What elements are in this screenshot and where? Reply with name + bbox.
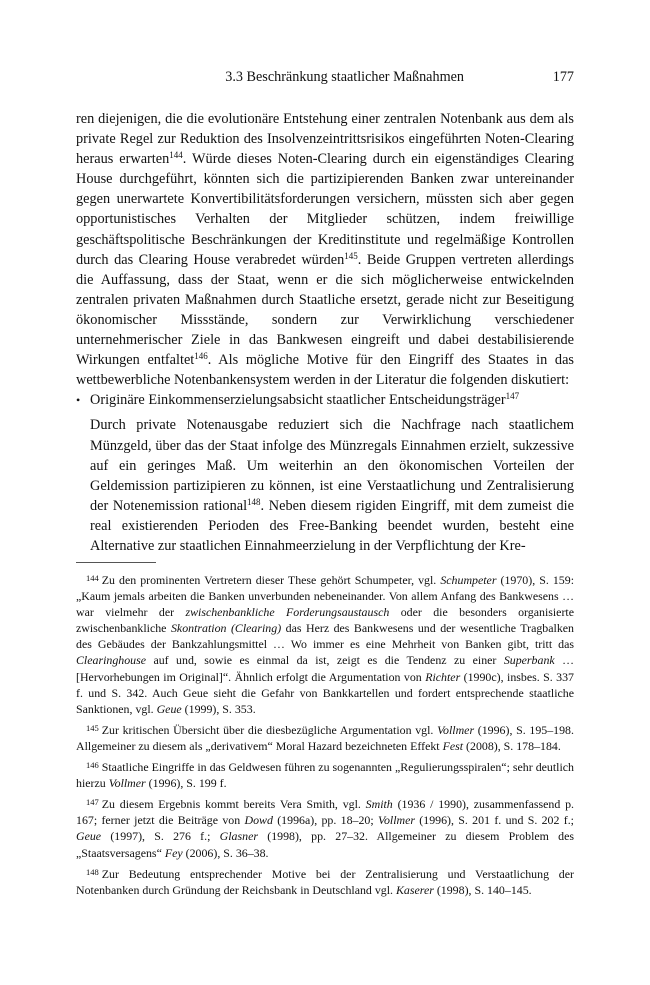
text-run: . Neben diesem rigiden Eingriff, mit dem zumeist die real existierenden Perioden des Free-Banking beendet wurden, besteht eine Alternative zur staatlichen Einnahmeerzielung in der Verpflichtung der Kre- [90, 497, 574, 554]
author-name: Vollmer [437, 722, 475, 737]
footnote-146 [76, 759, 574, 791]
text-run: Zur Bedeutung entsprechender Motive bei der Zentralisierung und Verstaatlichung der Notenbanken durch Gründung der Reichsbank in Deutschland vgl. [76, 866, 574, 897]
body-paragraph [76, 109, 574, 390]
footnote-144 [76, 572, 574, 717]
text-run: . Als mögliche Motive für den Eingriff des Staates in das wettbewerbliche Notenbankensystem werden in der Literatur die folgenden diskutiert: [76, 352, 574, 389]
text-run: oder die besonders organisierte zwischenbankliche [76, 605, 574, 636]
footnote-145 [76, 722, 574, 754]
footnote-148 [76, 866, 574, 898]
footnote-ref-148[interactable]: 148 [247, 496, 261, 507]
text-run: (2008), S. 178–184. [463, 738, 561, 753]
text-run: Zu diesem Ergebnis kommt bereits Vera Smith, vgl. [101, 797, 366, 812]
bullet-icon: • [76, 393, 81, 408]
text-run: das Herz des Bankwesens und der wesentliche Tragbalken des Gebäudes der Bankzahlungsmittel … Wo immer es eine Mehrheit von Banken gibt, tritt das [76, 621, 574, 652]
text-run: (1997), S. 276 f.; [101, 829, 220, 844]
text-run: Zur kritischen Übersicht über die diesbezügliche Argumentation vgl. [101, 722, 438, 737]
running-title: 3.3 Beschränkung staatlicher Maßnahmen [225, 69, 464, 85]
footnote-mark: 145 [86, 722, 99, 733]
footnote-mark: 144 [86, 573, 99, 583]
text-run: (1970), S. 159: „Kaum jemals arbeiten die Banken unverbunden nebeneinander. Von allem Anfang des Bankwesens … war vielmehr der [76, 573, 574, 620]
text-run: (1996), S. 199 f. [145, 776, 227, 791]
text-run: (1996), S. 201 f. und S. 202 f.; [415, 813, 574, 828]
text-run: (1936 / 1990), zusammenfassend p. 167; ferner jetzt die Beiträge von [76, 797, 574, 828]
page-number: 177 [552, 69, 574, 85]
author-name: Fey [164, 845, 183, 860]
text-run: Durch private Notenausgabe reduziert sich die Nachfrage nach staatlichem Münzgeld, über das der Staat infolge des Münzregals Einnahmen erzielt, sukzessive auf ein geringes Maß. Um weiterhin an den ökonomischen Vorteilen der Geldemission partizipieren zu können, ist eine Verstaatlichung und Zentralisierung der Notenemission rational [90, 417, 574, 514]
text-run: (1996a), pp. 18–20; [272, 813, 378, 828]
text-run: … [Hervorhebungen im Original]“. Ähnlich erfolgt die Argumentation von [76, 653, 574, 684]
emphasis: Clearinghouse [76, 653, 147, 668]
text-run: ren diejenigen, die die evolutionäre Entstehung einer zentralen Notenbank aus dem als private Regel zur Reduktion des Insolvenzeintrittsrisikos eingeführten Noten-Clearing heraus erwarten [76, 111, 574, 168]
page-header [76, 68, 574, 86]
author-name: Dowd [244, 813, 273, 828]
footnote-ref-144[interactable]: 144 [169, 150, 183, 161]
author-name: Geue [76, 829, 102, 844]
footnote-mark: 148 [86, 866, 99, 877]
author-name: Smith [365, 797, 393, 812]
author-name: Vollmer [108, 776, 146, 791]
footnote-ref-147[interactable]: 147 [505, 391, 520, 402]
text-run: (1996), S. 195–198. Allgemeiner zu diesem als „derivativem“ Moral Hazard bezeichneten Effekt [76, 722, 574, 753]
text-run: auf und, sowie es einmal da ist, zeigt es die Tendenz zu einer [146, 653, 504, 668]
footnote-separator [76, 562, 156, 563]
footnote-147 [76, 796, 574, 860]
footnote-mark: 146 [86, 760, 99, 771]
body-paragraph [76, 415, 574, 556]
author-name: Geue [156, 701, 182, 716]
text-run: Staatliche Eingriffe in das Geldwesen führen zu sogenannten „Regulierungsspiralen“; sehr deutlich hierzu [76, 760, 574, 791]
author-name: Richter [425, 669, 461, 684]
author-name: Schumpeter [440, 573, 497, 587]
text-run: (2006), S. 36–38. [182, 845, 269, 860]
bullet-text: Originäre Einkommenserzielungsabsicht staatlicher Entscheidungsträger [90, 392, 506, 409]
emphasis: Superbank [503, 653, 555, 668]
text-run: . Beide Gruppen vertreten allerdings die Auffassung, dass der Staat, wenn er die sich möglicherweise entwickelnden zentralen privaten Maßnahmen durch Staatliche ersetzt, gerade nicht zur Beseitigung ökonomischer Missstände, sondern zur Verwirklichung verschiedener unternehmerischer Ziele in das Bankwesen eingreift und dabei destabilisierende Wirkungen entfaltet [76, 251, 574, 369]
text-run: Zu den prominenten Vertretern dieser These gehört Schumpeter, vgl. [101, 573, 441, 587]
footnotes [76, 572, 574, 903]
footnote-ref-146[interactable]: 146 [194, 351, 208, 362]
author-name: Kaserer [395, 882, 434, 897]
footnote-mark: 147 [86, 797, 99, 808]
author-name: Vollmer [378, 813, 415, 828]
text-run: (1999), S. 353. [181, 701, 256, 716]
emphasis: zwischenbankliche Forderungsaustausch [185, 605, 390, 620]
author-name: Fest [442, 738, 464, 753]
text-run: . Würde dieses Noten-Clearing durch ein eigenständiges Clearing House durchgeführt, könnten sich die partizipierenden Banken zwar untereinander gegen unerwartete Konvertibilitätsforderungen versichern, müssten sich aber gegen opportunistisches Verhalten der Mitglieder schützen, indem freiwillige geschäftspolitische Beschränkungen der Kreditinstitute und regelmäßige Kontrollen durch das Clearing House verabredet würden [76, 151, 574, 268]
bullet-item [76, 390, 574, 410]
emphasis: Skontration (Clearing) [170, 621, 282, 636]
main-text [76, 109, 574, 556]
footnote-ref-145[interactable]: 145 [344, 250, 358, 261]
text-run: (1990c), insbes. S. 337 f. und S. 342. Auch Geue sieht die Gefahr von Bankkartellen und fordert entsprechende staatliche Sanktionen, vgl. [76, 669, 575, 716]
text-run: (1998), pp. 27–32. Allgemeiner zu diesem Problem des „Staatsversagens“ [76, 829, 574, 860]
author-name: Glasner [219, 829, 258, 844]
text-run: (1998), S. 140–145. [433, 882, 532, 897]
